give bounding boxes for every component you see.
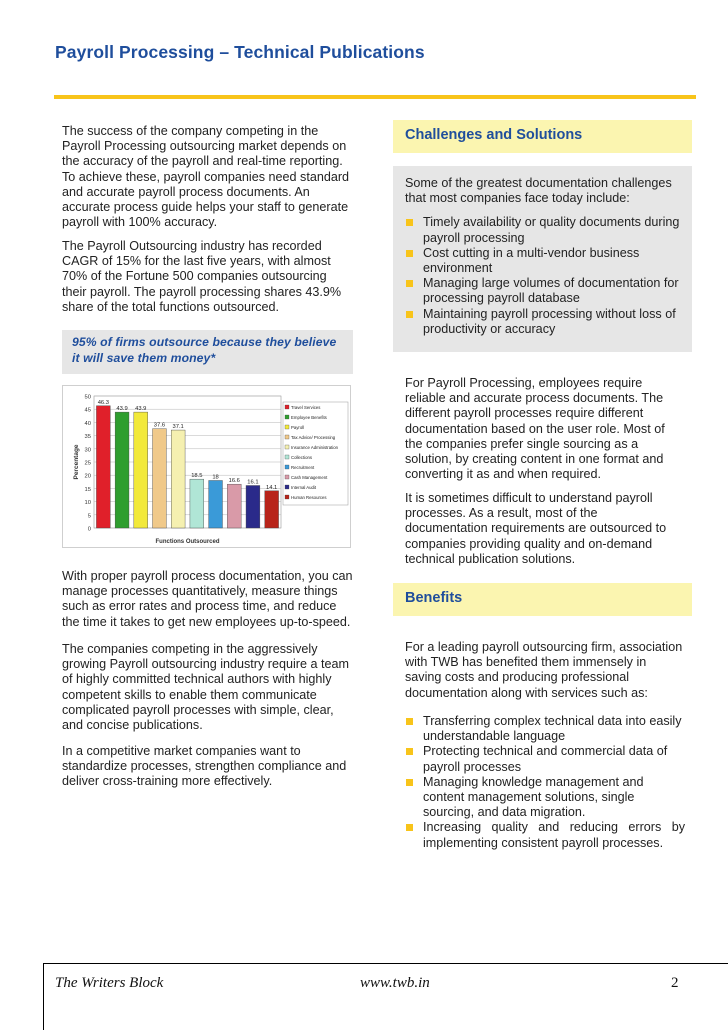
list-item-text: Managing knowledge management and content management solutions, single sourcing, and data migration.	[423, 774, 644, 820]
legend-swatch	[285, 495, 289, 499]
challenges-box	[393, 166, 692, 352]
y-tick-label: 20	[84, 473, 91, 480]
bullet-square-icon	[406, 779, 413, 786]
bullet-square-icon	[406, 250, 413, 257]
title-divider	[54, 95, 696, 99]
x-axis-label: Functions Outsourced	[155, 539, 220, 545]
challenges-heading: Challenges and Solutions	[393, 120, 692, 153]
bullet-square-icon	[406, 748, 413, 755]
list-item-text: Transferring complex technical data into easily understandable language	[423, 714, 682, 744]
list-item	[405, 246, 682, 276]
industry-team-paragraph: The companies competing in the aggressively growing Payroll outsourcing industry require a team of highly committed technical authors with highly competent skills to enable them communicate complicated payroll processes with simple, clear, and concise publications.	[62, 642, 349, 733]
chart-canvas	[63, 386, 350, 547]
legend-swatch	[285, 435, 289, 439]
list-item-text: Timely availability or quality documents during payroll processing	[423, 215, 680, 245]
data-label: 46.3	[97, 399, 109, 406]
y-tick-label: 45	[84, 407, 91, 414]
y-tick-label: 30	[84, 447, 91, 454]
y-tick-label: 25	[84, 460, 91, 467]
legend-entry: Insurance Administration	[291, 445, 339, 450]
list-item-text: Increasing quality and reducing errors by implementing consistent payroll processes.	[423, 820, 685, 850]
list-item-text: Cost cutting in a multi-vendor business environment	[423, 245, 640, 276]
legend-swatch	[285, 425, 289, 429]
legend-swatch	[285, 475, 289, 479]
requirements-paragraph: For Payroll Processing, employees require reliable and accurate process documents. The different payroll processes require different documentation based on the user role. Most of the companies prefer single sourcing as a solution, by creating content in one format and converting it as and when required.	[405, 376, 665, 482]
data-label: 16.6	[228, 478, 240, 485]
benefits-intro: For a leading payroll outsourcing firm, association with TWB has benefited them immensely in saving costs and producing professional documentation along with services such as:	[405, 640, 683, 700]
list-item	[405, 714, 685, 744]
challenges-list	[405, 215, 682, 337]
list-item	[405, 307, 682, 337]
outsourcing-paragraph: It is sometimes difficult to understand payroll processes. As a result, most of the documentation requirements are outsourced to companies providing quality and on-demand technical publication solutions.	[405, 491, 667, 566]
legend-entry: Collections	[291, 455, 313, 460]
chart-bar	[115, 412, 129, 528]
chart-bar	[265, 491, 279, 528]
industry-paragraph: The Payroll Outsourcing industry has recorded CAGR of 15% for the last five years, with almost 70% of the Fortune 500 companies outsourcing their payroll. The payroll processing shares 43.9% share of the total functions outsourced.	[62, 239, 342, 314]
chart-bar	[227, 484, 241, 528]
chart-bar	[134, 412, 148, 528]
list-item	[405, 215, 682, 245]
y-tick-label: 40	[84, 420, 91, 427]
y-axis-label: Percentage	[73, 444, 80, 480]
list-item-text: Protecting technical and commercial data of payroll processes	[423, 744, 668, 774]
y-tick-label: 50	[84, 394, 91, 401]
bullet-square-icon	[406, 280, 413, 287]
y-tick-label: 35	[84, 434, 91, 441]
data-label: 18	[212, 474, 219, 481]
bullet-square-icon	[406, 824, 413, 831]
y-tick-label: 10	[84, 500, 91, 507]
legend-entry: Recruitment	[291, 465, 315, 470]
legend-swatch	[285, 465, 289, 469]
functions-outsourced-chart	[62, 385, 351, 548]
legend-entry: Human Resources	[291, 495, 327, 500]
list-item	[405, 775, 685, 821]
legend-swatch	[285, 405, 289, 409]
documentation-paragraph: With proper payroll process documentation, you can manage processes quantitatively, measure things such as error rates and process time, and reduce the time it takes to get new employees up-to-speed.	[62, 569, 353, 629]
legend-entry: Travel Services	[291, 405, 321, 410]
bullet-square-icon	[406, 311, 413, 318]
legend-entry: Tax Advice/ Processing	[291, 435, 336, 440]
chart-bar	[246, 485, 260, 528]
page-title: Payroll Processing – Technical Publications	[55, 42, 425, 62]
statistic-callout: 95% of firms outsource because they believe it will save them money*	[62, 330, 353, 374]
intro-paragraph: The success of the company competing in the Payroll Processing outsourcing market depends on the accuracy of the payroll and real-time reporting. To achieve these, payroll companies need standard and accurate payroll process documents. An accurate process guide helps your staff to generate payroll with 100% accuracy.	[62, 124, 350, 230]
data-label: 14.1	[266, 484, 278, 491]
list-item-text: Managing large volumes of documentation for processing payroll database	[423, 276, 679, 306]
data-label: 43.9	[116, 406, 128, 413]
y-tick-label: 0	[87, 526, 91, 533]
legend-swatch	[285, 445, 289, 449]
chart-bar	[209, 480, 223, 528]
bullet-square-icon	[406, 718, 413, 725]
legend-entry: Employee Benefits	[291, 415, 327, 420]
legend-entry: Cash Management	[291, 475, 328, 480]
page-footer	[43, 963, 728, 1030]
challenges-intro: Some of the greatest documentation challenges that most companies face today include:	[405, 176, 672, 206]
legend-entry: Payroll	[291, 425, 305, 430]
y-tick-label: 15	[84, 486, 91, 493]
benefits-list	[405, 714, 685, 851]
benefits-heading: Benefits	[393, 583, 692, 616]
data-label: 37.1	[172, 424, 184, 431]
chart-bar	[190, 479, 204, 528]
y-tick-label: 5	[87, 513, 91, 520]
chart-bar	[153, 429, 167, 528]
legend-swatch	[285, 415, 289, 419]
list-item-text: Maintaining payroll processing without loss of productivity or accuracy	[423, 306, 676, 336]
footer-website: www.twb.in	[360, 975, 430, 991]
page-number: 2	[671, 975, 679, 991]
list-item	[405, 744, 685, 774]
data-label: 18.5	[191, 473, 203, 480]
bullet-square-icon	[406, 219, 413, 226]
legend-swatch	[285, 455, 289, 459]
chart-bar	[171, 430, 185, 528]
standardize-paragraph: In a competitive market companies want to standardize processes, strengthen compliance and deliver cross-training more effectively.	[62, 744, 347, 789]
list-item	[405, 276, 682, 306]
chart-bar	[96, 406, 110, 528]
benefits-section	[405, 714, 685, 851]
data-label: 43.9	[135, 406, 147, 413]
legend-swatch	[285, 485, 289, 489]
data-label: 37.6	[153, 422, 166, 429]
list-item	[405, 820, 685, 850]
legend-entry: Internal Audit	[291, 485, 317, 490]
footer-company: The Writers Block	[55, 975, 164, 991]
data-label: 16.1	[247, 479, 259, 486]
